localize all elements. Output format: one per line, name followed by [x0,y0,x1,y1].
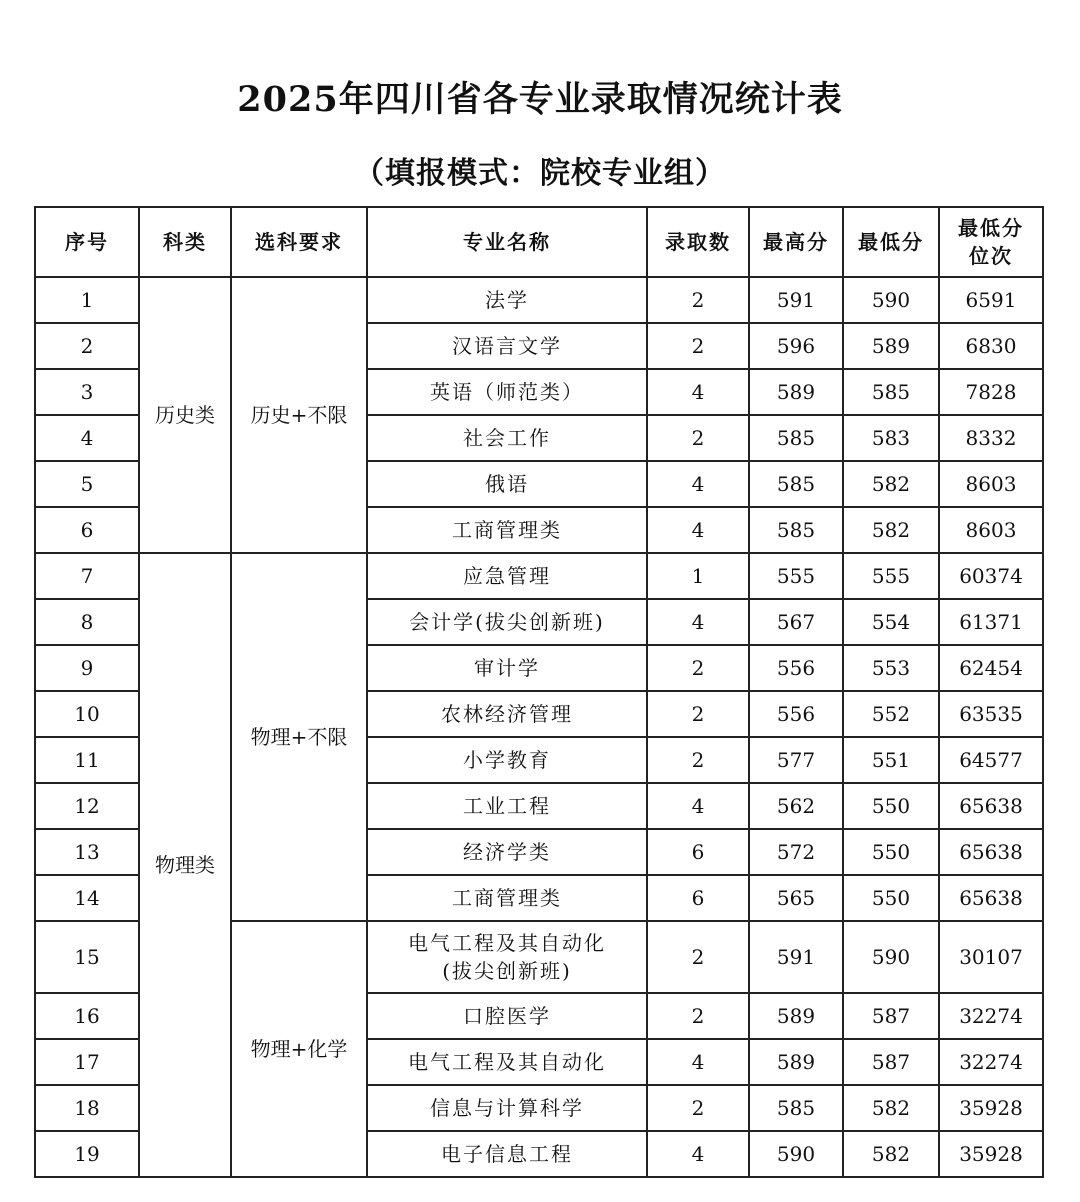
cell-major: 俄语 [367,461,647,507]
cell-major: 英语（师范类） [367,369,647,415]
header-rank [939,207,1043,277]
cell-rank: 8603 [939,507,1043,553]
cell-rank: 8332 [939,415,1043,461]
cell-count: 1 [647,553,749,599]
cell-min: 590 [843,921,939,993]
cell-requirement-history: 历史+不限 [231,277,367,553]
cell-max: 596 [749,323,843,369]
cell-count: 2 [647,277,749,323]
cell-index: 13 [35,829,139,875]
page-subtitle: （填报模式：院校专业组） [354,156,726,191]
cell-min: 550 [843,875,939,921]
cell-rank: 62454 [939,645,1043,691]
cell-min: 553 [843,645,939,691]
header-category: 科类 [139,207,231,277]
page-title: 2025年四川省各专业录取情况统计表 [237,79,843,120]
cell-major-line1: 电气工程及其自动化 [408,931,606,955]
cell-min: 552 [843,691,939,737]
cell-min: 554 [843,599,939,645]
cell-major: 电子信息工程 [367,1131,647,1177]
cell-max: 577 [749,737,843,783]
cell-count: 2 [647,993,749,1039]
cell-count: 6 [647,875,749,921]
cell-rank: 30107 [939,921,1043,993]
cell-max: 572 [749,829,843,875]
cell-index: 4 [35,415,139,461]
cell-max: 589 [749,1039,843,1085]
cell-count: 2 [647,323,749,369]
cell-major: 汉语言文学 [367,323,647,369]
cell-index: 17 [35,1039,139,1085]
cell-count: 4 [647,507,749,553]
table-row [35,277,1043,323]
cell-rank: 61371 [939,599,1043,645]
cell-index: 1 [35,277,139,323]
cell-min: 555 [843,553,939,599]
cell-major: 经济学类 [367,829,647,875]
cell-count: 4 [647,783,749,829]
cell-max: 591 [749,921,843,993]
cell-index: 14 [35,875,139,921]
cell-count: 4 [647,599,749,645]
cell-index: 9 [35,645,139,691]
header-requirement: 选科要求 [231,207,367,277]
cell-major-line2: (拔尖创新班) [442,959,572,983]
cell-index: 11 [35,737,139,783]
cell-index: 6 [35,507,139,553]
cell-index: 18 [35,1085,139,1131]
cell-index: 12 [35,783,139,829]
cell-max: 585 [749,507,843,553]
cell-major: 小学教育 [367,737,647,783]
cell-major [367,921,647,993]
cell-rank: 6591 [939,277,1043,323]
cell-rank: 6830 [939,323,1043,369]
cell-max: 591 [749,277,843,323]
cell-rank: 7828 [939,369,1043,415]
cell-min: 583 [843,415,939,461]
cell-major: 口腔医学 [367,993,647,1039]
cell-count: 2 [647,645,749,691]
cell-index: 10 [35,691,139,737]
header-row [35,207,1043,277]
cell-max: 585 [749,461,843,507]
cell-min: 587 [843,1039,939,1085]
cell-min: 551 [843,737,939,783]
cell-major: 法学 [367,277,647,323]
cell-count: 2 [647,737,749,783]
cell-major: 工业工程 [367,783,647,829]
cell-index: 15 [35,921,139,993]
cell-index: 2 [35,323,139,369]
cell-rank: 63535 [939,691,1043,737]
cell-max: 585 [749,415,843,461]
cell-max: 589 [749,993,843,1039]
cell-major: 农林经济管理 [367,691,647,737]
cell-rank: 35928 [939,1131,1043,1177]
cell-max: 556 [749,691,843,737]
cell-min: 582 [843,461,939,507]
cell-major: 信息与计算科学 [367,1085,647,1131]
cell-rank: 35928 [939,1085,1043,1131]
cell-max: 590 [749,1131,843,1177]
cell-min: 590 [843,277,939,323]
cell-major: 应急管理 [367,553,647,599]
cell-min: 589 [843,323,939,369]
cell-rank: 32274 [939,993,1043,1039]
header-rank-line1: 最低分 [958,216,1024,240]
cell-count: 4 [647,461,749,507]
cell-requirement-physics-chem: 物理+化学 [231,921,367,1177]
cell-requirement-physics: 物理+不限 [231,553,367,921]
cell-major: 会计学(拔尖创新班) [367,599,647,645]
cell-count: 2 [647,921,749,993]
cell-max: 562 [749,783,843,829]
cell-min: 550 [843,829,939,875]
cell-major: 审计学 [367,645,647,691]
cell-category-physics: 物理类 [139,553,231,1177]
cell-index: 7 [35,553,139,599]
cell-index: 5 [35,461,139,507]
cell-max: 556 [749,645,843,691]
header-count: 录取数 [647,207,749,277]
cell-min: 585 [843,369,939,415]
cell-count: 2 [647,1085,749,1131]
cell-index: 19 [35,1131,139,1177]
cell-min: 582 [843,507,939,553]
cell-max: 567 [749,599,843,645]
cell-min: 587 [843,993,939,1039]
cell-rank: 65638 [939,783,1043,829]
cell-index: 16 [35,993,139,1039]
cell-major: 电气工程及其自动化 [367,1039,647,1085]
cell-major: 社会工作 [367,415,647,461]
cell-count: 4 [647,1039,749,1085]
admission-table [34,206,1044,1178]
cell-max: 585 [749,1085,843,1131]
cell-max: 589 [749,369,843,415]
cell-rank: 32274 [939,1039,1043,1085]
cell-rank: 65638 [939,875,1043,921]
cell-count: 2 [647,415,749,461]
cell-count: 4 [647,369,749,415]
cell-rank: 64577 [939,737,1043,783]
header-rank-line2: 位次 [969,244,1013,268]
cell-min: 550 [843,783,939,829]
header-major: 专业名称 [367,207,647,277]
cell-rank: 65638 [939,829,1043,875]
cell-index: 3 [35,369,139,415]
cell-min: 582 [843,1131,939,1177]
cell-min: 582 [843,1085,939,1131]
cell-major: 工商管理类 [367,875,647,921]
cell-rank: 60374 [939,553,1043,599]
cell-major: 工商管理类 [367,507,647,553]
cell-count: 4 [647,1131,749,1177]
header-max: 最高分 [749,207,843,277]
cell-count: 6 [647,829,749,875]
cell-category-history: 历史类 [139,277,231,553]
cell-count: 2 [647,691,749,737]
cell-rank: 8603 [939,461,1043,507]
cell-max: 565 [749,875,843,921]
header-min: 最低分 [843,207,939,277]
table-row [35,553,1043,599]
header-index: 序号 [35,207,139,277]
cell-max: 555 [749,553,843,599]
cell-index: 8 [35,599,139,645]
